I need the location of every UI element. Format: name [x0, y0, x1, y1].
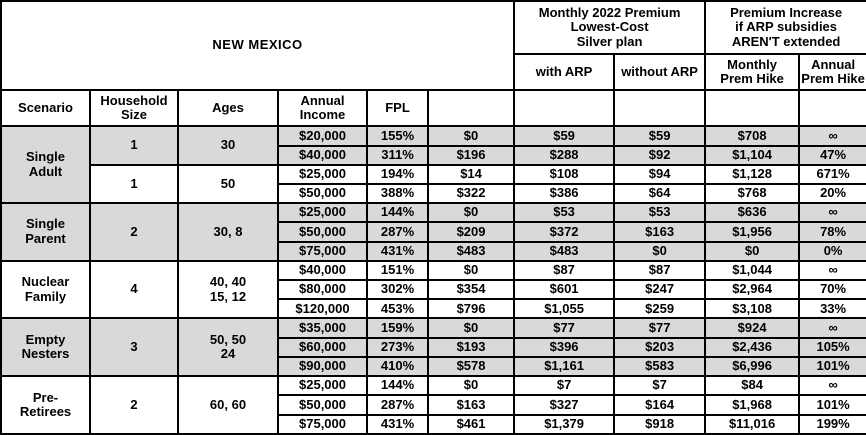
- monthly-prem-hike-value: $203: [614, 338, 705, 357]
- fpl-value: 311%: [367, 146, 428, 165]
- group-header-premium-2022-line1: Monthly 2022 Premium: [538, 4, 681, 20]
- scenario-label-line1: Empty: [25, 331, 66, 347]
- with-arp-value: $354: [428, 280, 514, 299]
- table-row: [1, 261, 866, 280]
- annual-income-value: $25,000: [278, 376, 367, 395]
- column-header-scenario: Scenario: [1, 90, 90, 126]
- column-header-annual-income: [278, 90, 367, 126]
- with-arp-value: $163: [428, 395, 514, 414]
- column-header-annual-prem-hike-line2: Prem Hike: [801, 71, 865, 87]
- without-arp-value: $59: [514, 126, 614, 145]
- without-arp-value: $108: [514, 165, 614, 184]
- annual-income-value: $25,000: [278, 203, 367, 222]
- spacer-header-5: [799, 90, 866, 126]
- ages-value: [178, 318, 278, 376]
- with-arp-value: $0: [428, 126, 514, 145]
- pct-increase-value: 199%: [799, 415, 866, 434]
- without-arp-value: $1,161: [514, 357, 614, 376]
- with-arp-value: $209: [428, 222, 514, 241]
- pct-increase-value: 105%: [799, 338, 866, 357]
- annual-prem-hike-value: $84: [705, 376, 799, 395]
- pct-increase-value: 101%: [799, 357, 866, 376]
- column-header-monthly-prem-hike-line2: Prem Hike: [720, 71, 784, 87]
- with-arp-value: $0: [428, 318, 514, 337]
- pct-increase-value: ∞: [799, 126, 866, 145]
- column-header-annual-income-line2: Income: [299, 107, 346, 123]
- pct-increase-value: ∞: [799, 203, 866, 222]
- household-size-value: 2: [90, 203, 178, 261]
- group-header-premium-2022-line3: Silver plan: [576, 33, 643, 49]
- monthly-prem-hike-value: $77: [614, 318, 705, 337]
- with-arp-value: $796: [428, 299, 514, 318]
- household-size-value: 3: [90, 318, 178, 376]
- annual-income-value: $50,000: [278, 222, 367, 241]
- annual-prem-hike-value: $3,108: [705, 299, 799, 318]
- pct-increase-value: 0%: [799, 242, 866, 261]
- annual-income-value: $35,000: [278, 318, 367, 337]
- with-arp-value: $461: [428, 415, 514, 434]
- column-header-fpl: FPL: [367, 90, 428, 126]
- annual-prem-hike-value: $1,968: [705, 395, 799, 414]
- fpl-value: 144%: [367, 376, 428, 395]
- annual-prem-hike-value: $1,044: [705, 261, 799, 280]
- pct-increase-value: ∞: [799, 318, 866, 337]
- scenario-label: [1, 376, 90, 434]
- scenario-label: [1, 203, 90, 261]
- monthly-prem-hike-value: $59: [614, 126, 705, 145]
- pct-increase-value: 671%: [799, 165, 866, 184]
- with-arp-value: $0: [428, 261, 514, 280]
- spacer-header-2: [514, 90, 614, 126]
- scenario-label-line2: Retirees: [19, 404, 72, 420]
- annual-prem-hike-value: $636: [705, 203, 799, 222]
- household-size-value: 4: [90, 261, 178, 319]
- monthly-prem-hike-value: $87: [614, 261, 705, 280]
- ages-value-line1: 50, 50: [209, 331, 247, 347]
- without-arp-value: $1,055: [514, 299, 614, 318]
- page-title: NEW MEXICO: [1, 1, 514, 90]
- table-row: [1, 203, 866, 222]
- annual-prem-hike-value: $6,996: [705, 357, 799, 376]
- ages-value: [178, 261, 278, 319]
- table-row: [1, 126, 866, 145]
- pct-increase-value: ∞: [799, 261, 866, 280]
- annual-prem-hike-value: $1,128: [705, 165, 799, 184]
- annual-prem-hike-value: $768: [705, 184, 799, 203]
- fpl-value: 302%: [367, 280, 428, 299]
- spacer-header-3: [614, 90, 705, 126]
- title-row: [1, 1, 866, 54]
- ages-value: 30: [178, 126, 278, 164]
- pct-increase-value: 70%: [799, 280, 866, 299]
- scenario-label: [1, 126, 90, 203]
- scenario-label: [1, 261, 90, 319]
- scenario-label: [1, 318, 90, 376]
- table-row: [1, 376, 866, 395]
- scenario-label-line1: Nuclear: [21, 274, 70, 290]
- scenario-label-line2: Nesters: [21, 346, 70, 362]
- monthly-prem-hike-value: $94: [614, 165, 705, 184]
- monthly-prem-hike-value: $164: [614, 395, 705, 414]
- monthly-prem-hike-value: $247: [614, 280, 705, 299]
- annual-income-value: $40,000: [278, 261, 367, 280]
- ages-value: 50: [178, 165, 278, 203]
- annual-income-value: $20,000: [278, 126, 367, 145]
- ages-value: 30, 8: [178, 203, 278, 261]
- group-header-increase-line3: AREN'T extended: [731, 33, 841, 49]
- without-arp-value: $483: [514, 242, 614, 261]
- monthly-prem-hike-value: $53: [614, 203, 705, 222]
- without-arp-value: $327: [514, 395, 614, 414]
- annual-income-value: $75,000: [278, 415, 367, 434]
- scenario-label-line2: Parent: [25, 230, 66, 246]
- with-arp-value: $193: [428, 338, 514, 357]
- pct-increase-value: 33%: [799, 299, 866, 318]
- annual-income-value: $75,000: [278, 242, 367, 261]
- column-header-household-size-line2: Size: [120, 107, 147, 123]
- without-arp-value: $87: [514, 261, 614, 280]
- annual-income-value: $50,000: [278, 395, 367, 414]
- fpl-value: 144%: [367, 203, 428, 222]
- group-header-premium-2022-line2: Lowest-Cost: [570, 19, 649, 35]
- with-arp-value: $322: [428, 184, 514, 203]
- fpl-value: 287%: [367, 222, 428, 241]
- fpl-value: 155%: [367, 126, 428, 145]
- monthly-prem-hike-value: $92: [614, 146, 705, 165]
- fpl-value: 151%: [367, 261, 428, 280]
- annual-income-value: $80,000: [278, 280, 367, 299]
- group-header-premium-increase: [705, 1, 866, 54]
- without-arp-value: $1,379: [514, 415, 614, 434]
- with-arp-value: $0: [428, 203, 514, 222]
- without-arp-value: $7: [514, 376, 614, 395]
- column-header-monthly-prem-hike: [705, 54, 799, 90]
- annual-prem-hike-value: $2,436: [705, 338, 799, 357]
- monthly-prem-hike-value: $0: [614, 242, 705, 261]
- scenario-label-line2: Adult: [28, 163, 63, 179]
- household-size-value: 1: [90, 126, 178, 164]
- without-arp-value: $386: [514, 184, 614, 203]
- spacer-header: [428, 90, 514, 126]
- column-header-with-arp: with ARP: [514, 54, 614, 90]
- fpl-value: 431%: [367, 242, 428, 261]
- table-row: [1, 165, 866, 184]
- annual-income-value: $90,000: [278, 357, 367, 376]
- scenario-label-line1: Single: [25, 149, 65, 165]
- scenario-label-line1: Single: [25, 216, 65, 232]
- household-size-value: 2: [90, 376, 178, 434]
- fpl-value: 159%: [367, 318, 428, 337]
- scenario-label-line1: Pre-: [32, 389, 59, 405]
- subheader-row: [1, 90, 866, 126]
- household-size-value: 1: [90, 165, 178, 203]
- annual-prem-hike-value: $708: [705, 126, 799, 145]
- with-arp-value: $196: [428, 146, 514, 165]
- pct-increase-value: 47%: [799, 146, 866, 165]
- column-header-annual-prem-hike-line1: Annual: [811, 56, 856, 72]
- ages-value-line2: 24: [220, 346, 236, 362]
- pct-increase-value: 101%: [799, 395, 866, 414]
- annual-income-value: $60,000: [278, 338, 367, 357]
- pct-increase-value: 78%: [799, 222, 866, 241]
- annual-prem-hike-value: $1,956: [705, 222, 799, 241]
- column-header-annual-prem-hike: [799, 54, 866, 90]
- annual-prem-hike-value: $924: [705, 318, 799, 337]
- without-arp-value: $396: [514, 338, 614, 357]
- with-arp-value: $483: [428, 242, 514, 261]
- group-header-increase-line1: Premium Increase: [730, 4, 843, 20]
- annual-income-value: $40,000: [278, 146, 367, 165]
- fpl-value: 273%: [367, 338, 428, 357]
- annual-prem-hike-value: $1,104: [705, 146, 799, 165]
- fpl-value: 453%: [367, 299, 428, 318]
- group-header-premium-2022: [514, 1, 705, 54]
- fpl-value: 287%: [367, 395, 428, 414]
- column-header-household-size: [90, 90, 178, 126]
- monthly-prem-hike-value: $163: [614, 222, 705, 241]
- monthly-prem-hike-value: $64: [614, 184, 705, 203]
- without-arp-value: $288: [514, 146, 614, 165]
- without-arp-value: $77: [514, 318, 614, 337]
- column-header-without-arp: without ARP: [614, 54, 705, 90]
- pct-increase-value: 20%: [799, 184, 866, 203]
- fpl-value: 431%: [367, 415, 428, 434]
- monthly-prem-hike-value: $259: [614, 299, 705, 318]
- with-arp-value: $14: [428, 165, 514, 184]
- ages-value-line1: 40, 40: [209, 274, 247, 290]
- column-header-household-size-line1: Household: [100, 92, 168, 108]
- without-arp-value: $53: [514, 203, 614, 222]
- annual-income-value: $120,000: [278, 299, 367, 318]
- annual-prem-hike-value: $0: [705, 242, 799, 261]
- annual-income-value: $25,000: [278, 165, 367, 184]
- monthly-prem-hike-value: $7: [614, 376, 705, 395]
- monthly-prem-hike-value: $918: [614, 415, 705, 434]
- ages-value-line2: 15, 12: [209, 288, 247, 304]
- monthly-prem-hike-value: $583: [614, 357, 705, 376]
- table-row: [1, 318, 866, 337]
- spacer-header-4: [705, 90, 799, 126]
- with-arp-value: $578: [428, 357, 514, 376]
- without-arp-value: $601: [514, 280, 614, 299]
- annual-prem-hike-value: $11,016: [705, 415, 799, 434]
- annual-income-value: $50,000: [278, 184, 367, 203]
- scenario-label-line2: Family: [24, 288, 67, 304]
- ages-value: 60, 60: [178, 376, 278, 434]
- column-header-monthly-prem-hike-line1: Monthly: [727, 56, 777, 72]
- without-arp-value: $372: [514, 222, 614, 241]
- fpl-value: 410%: [367, 357, 428, 376]
- fpl-value: 388%: [367, 184, 428, 203]
- column-header-ages: Ages: [178, 90, 278, 126]
- pct-increase-value: ∞: [799, 376, 866, 395]
- annual-prem-hike-value: $2,964: [705, 280, 799, 299]
- fpl-value: 194%: [367, 165, 428, 184]
- with-arp-value: $0: [428, 376, 514, 395]
- group-header-increase-line2: if ARP subsidies: [735, 19, 838, 35]
- column-header-annual-income-line1: Annual: [300, 92, 345, 108]
